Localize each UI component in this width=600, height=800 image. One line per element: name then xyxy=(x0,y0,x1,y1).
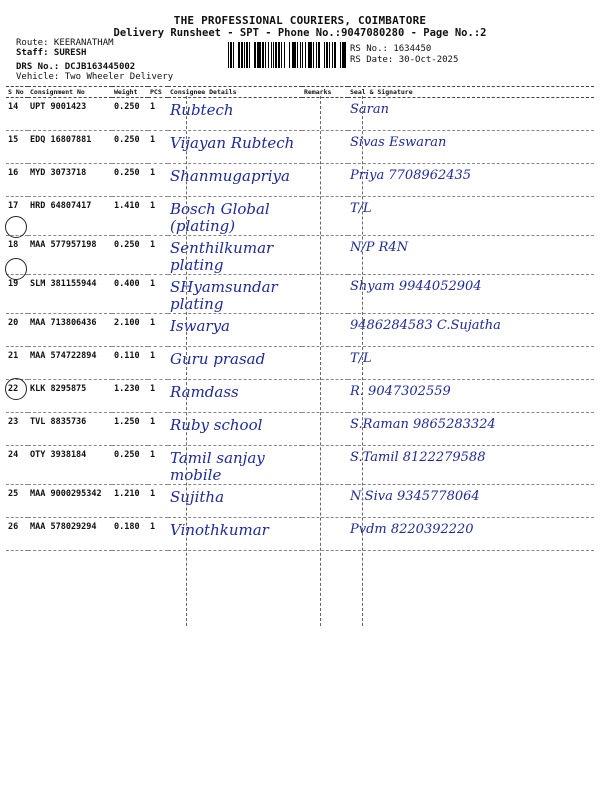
row-remarks xyxy=(302,518,348,551)
row-remarks xyxy=(302,197,348,236)
row-remarks xyxy=(302,314,348,347)
table-row xyxy=(6,164,594,197)
row-remarks xyxy=(302,347,348,380)
row-remarks xyxy=(302,236,348,275)
row-consignment-no: TVL 8835736 xyxy=(28,413,112,446)
company-title: THE PROFESSIONAL COURIERS, COIMBATORE xyxy=(173,14,427,27)
row-consignee: Tamil sanjay mobile xyxy=(168,446,302,485)
row-remarks xyxy=(302,98,348,131)
row-mark-circle xyxy=(5,258,27,280)
row-sno: 21 xyxy=(6,347,28,380)
row-pcs: 1 xyxy=(148,413,168,446)
row-remarks xyxy=(302,413,348,446)
row-mark-circle xyxy=(5,378,27,400)
row-consignee: Bosch Global (plating) xyxy=(168,197,302,236)
staff-label: Staff: SURESH xyxy=(16,48,87,58)
row-sno: 18 xyxy=(6,236,28,275)
row-remarks xyxy=(302,380,348,413)
row-weight: 0.250 xyxy=(112,446,148,485)
runsheet-title: Delivery Runsheet - SPT - Phone No.:9047080280 - Page No.:2 xyxy=(113,27,487,39)
row-signature: Sivas Eswaran xyxy=(348,131,594,164)
row-sno: 22 xyxy=(6,380,28,413)
row-remarks xyxy=(302,164,348,197)
row-consignee: SHyamsundar plating xyxy=(168,275,302,314)
row-consignment-no: MAA 577957198 xyxy=(28,236,112,275)
row-pcs: 1 xyxy=(148,131,168,164)
row-pcs: 1 xyxy=(148,275,168,314)
row-sno: 17 xyxy=(6,197,28,236)
row-pcs: 1 xyxy=(148,380,168,413)
row-signature: T/L xyxy=(348,197,594,236)
table-row xyxy=(6,380,594,413)
row-weight: 1.410 xyxy=(112,197,148,236)
row-consignee: Senthilkumar plating xyxy=(168,236,302,275)
header-remarks: Remarks xyxy=(302,87,348,98)
row-signature: R. 9047302559 xyxy=(348,380,594,413)
row-consignee: Rubtech xyxy=(168,98,302,131)
table-row xyxy=(6,197,594,236)
row-consignment-no: OTY 3938184 xyxy=(28,446,112,485)
row-weight: 0.250 xyxy=(112,131,148,164)
row-consignment-no: MYD 3073718 xyxy=(28,164,112,197)
row-weight: 0.400 xyxy=(112,275,148,314)
header-signature: Seal & Signature xyxy=(348,87,594,98)
row-consignee: Vijayan Rubtech xyxy=(168,131,302,164)
row-signature: N.Siva 9345778064 xyxy=(348,485,594,518)
row-pcs: 1 xyxy=(148,446,168,485)
header-sno: S No xyxy=(6,87,28,98)
row-weight: 0.110 xyxy=(112,347,148,380)
row-signature: 9486284583 C.Sujatha xyxy=(348,314,594,347)
barcode-overlay xyxy=(228,42,346,68)
row-signature: N/P R4N xyxy=(348,236,594,275)
header-consignment: Consignment No xyxy=(28,87,112,98)
row-consignment-no: EDQ 16807881 xyxy=(28,131,112,164)
vehicle-label: Vehicle: Two Wheeler Delivery xyxy=(16,72,174,82)
row-consignment-no: MAA 9000295342 xyxy=(28,485,112,518)
row-sno: 16 xyxy=(6,164,28,197)
row-pcs: 1 xyxy=(148,164,168,197)
row-pcs: 1 xyxy=(148,347,168,380)
row-sno: 25 xyxy=(6,485,28,518)
row-weight: 2.100 xyxy=(112,314,148,347)
row-sno: 15 xyxy=(6,131,28,164)
table-row xyxy=(6,413,594,446)
row-consignee: Shanmugapriya xyxy=(168,164,302,197)
header-pcs: PCS xyxy=(148,87,168,98)
row-pcs: 1 xyxy=(148,236,168,275)
rs-number: RS No.: 1634450 xyxy=(350,44,432,54)
row-remarks xyxy=(302,131,348,164)
row-consignee: Sujitha xyxy=(168,485,302,518)
rs-date: RS Date: 30-Oct-2025 xyxy=(350,55,459,65)
row-signature: S.Raman 9865283324 xyxy=(348,413,594,446)
row-remarks xyxy=(302,485,348,518)
column-divider xyxy=(320,96,321,626)
row-mark-circle xyxy=(5,216,27,238)
table-row xyxy=(6,131,594,164)
row-sno: 26 xyxy=(6,518,28,551)
route-label: Route: KEERANATHAM xyxy=(16,38,114,48)
table-row xyxy=(6,314,594,347)
row-consignee: Ramdass xyxy=(168,380,302,413)
row-pcs: 1 xyxy=(148,197,168,236)
row-consignee: Vinothkumar xyxy=(168,518,302,551)
table-row xyxy=(6,347,594,380)
row-consignment-no: UPT 9001423 xyxy=(28,98,112,131)
row-weight: 1.210 xyxy=(112,485,148,518)
row-signature: Saran xyxy=(348,98,594,131)
header-weight: Weight xyxy=(112,87,148,98)
table-row xyxy=(6,275,594,314)
row-remarks xyxy=(302,446,348,485)
row-sno: 23 xyxy=(6,413,28,446)
table-row xyxy=(6,98,594,131)
row-signature: T/L xyxy=(348,347,594,380)
table-row xyxy=(6,485,594,518)
row-consignment-no: SLM 381155944 xyxy=(28,275,112,314)
header-consignee: Consignee Details xyxy=(168,87,302,98)
row-consignee: Ruby school xyxy=(168,413,302,446)
row-sno: 24 xyxy=(6,446,28,485)
row-signature: Shyam 9944052904 xyxy=(348,275,594,314)
row-consignment-no: MAA 713806436 xyxy=(28,314,112,347)
row-signature: Pvdm 8220392220 xyxy=(348,518,594,551)
row-pcs: 1 xyxy=(148,485,168,518)
row-consignment-no: HRD 64807417 xyxy=(28,197,112,236)
column-divider xyxy=(186,96,187,626)
row-weight: 0.250 xyxy=(112,236,148,275)
row-consignee: Iswarya xyxy=(168,314,302,347)
row-weight: 0.250 xyxy=(112,164,148,197)
row-consignment-no: MAA 578029294 xyxy=(28,518,112,551)
row-signature: Priya 7708962435 xyxy=(348,164,594,197)
table-row xyxy=(6,236,594,275)
runsheet-table xyxy=(6,86,594,551)
row-sno: 19 xyxy=(6,275,28,314)
row-consignment-no: KLK 8295875 xyxy=(28,380,112,413)
row-weight: 0.180 xyxy=(112,518,148,551)
drs-number: DRS No.: DCJB163445002 xyxy=(16,62,136,72)
table-row xyxy=(6,518,594,551)
row-remarks xyxy=(302,275,348,314)
row-sno: 20 xyxy=(6,314,28,347)
row-pcs: 1 xyxy=(148,518,168,551)
table-row xyxy=(6,446,594,485)
row-weight: 1.230 xyxy=(112,380,148,413)
row-consignment-no: MAA 574722894 xyxy=(28,347,112,380)
row-weight: 0.250 xyxy=(112,98,148,131)
row-pcs: 1 xyxy=(148,98,168,131)
row-signature: S.Tamil 8122279588 xyxy=(348,446,594,485)
row-sno: 14 xyxy=(6,98,28,131)
row-consignee: Guru prasad xyxy=(168,347,302,380)
column-divider xyxy=(362,96,363,626)
row-weight: 1.250 xyxy=(112,413,148,446)
row-pcs: 1 xyxy=(148,314,168,347)
